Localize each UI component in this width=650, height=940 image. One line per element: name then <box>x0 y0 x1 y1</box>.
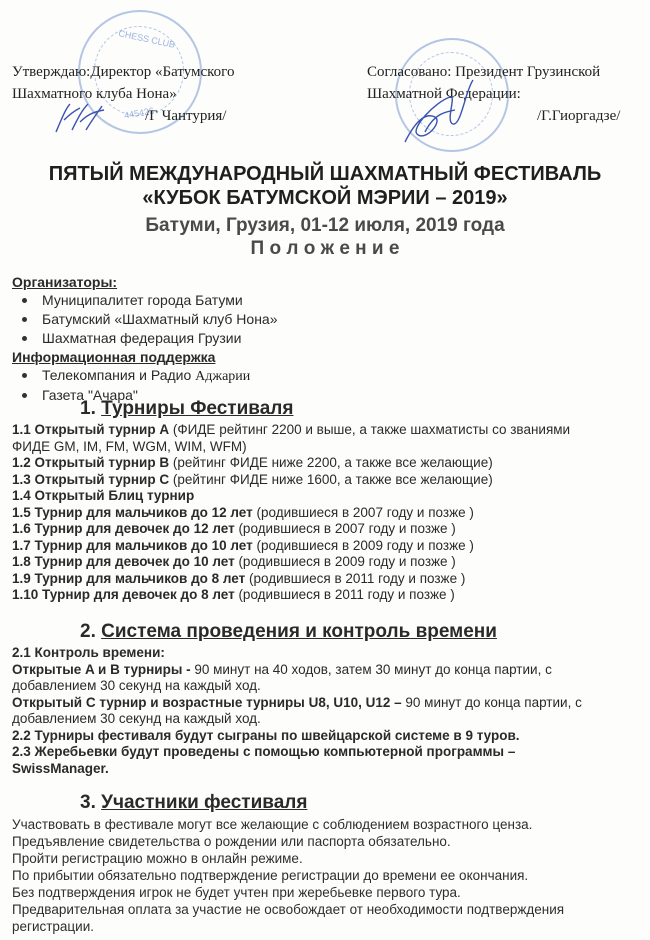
right-signature-icon <box>395 72 485 152</box>
tournament-item: 1.6 Турнир для девочек до 12 лет (родившиеся в 2007 году и позже ) <box>12 521 456 536</box>
tournament-item: 1.4 Открытый Блиц турнир <box>12 488 195 503</box>
document-title-line-1: ПЯТЫЙ МЕЖДУНАРОДНЫЙ ШАХМАТНЫЙ ФЕСТИВАЛЬ <box>48 163 602 185</box>
time-control-line: Открытый С турнир и возрастные турниры U8, U10, U12 – 90 минут до конца партии, с <box>12 694 582 710</box>
participant-rule: Предварительная оплата за участие не освобождает от необходимости подтверждения <box>12 902 565 917</box>
approval-line-1: Утверждаю:Директор «Батумского <box>12 64 235 80</box>
tournament-item: 1.3 Открытый турнир C (рейтинг ФИДЕ ниже 1600, а также все желающие) <box>12 471 493 487</box>
bullet-icon <box>22 317 27 322</box>
info-support-heading: Информационная поддержка <box>12 349 216 365</box>
section-2-heading: 2. Система проведения и контроль времени <box>80 621 497 642</box>
swiss-system-line: 2.2 Турниры фестиваля будут сыграны по швейцарской системе в 9 туров. <box>12 727 520 743</box>
tournament-item: ФИДЕ GM, IM, FM, WGM, WIM, WFM) <box>12 438 247 454</box>
organizer-item: Батумский «Шахматный клуб Нона» <box>12 310 278 329</box>
agreement-line-1: Согласовано: Президент Грузинской <box>367 64 601 80</box>
organizers-heading: Организаторы: <box>12 274 118 290</box>
bullet-icon <box>22 373 27 378</box>
tournament-item: 1.8 Турнир для девочек до 10 лет (родившиеся в 2009 году и позже ) <box>12 554 456 569</box>
time-control-line: 2.1 Контроль времени: <box>12 645 165 660</box>
participant-rule: Участвовать в фестивале могут все желающие с соблюдением возрастного ценза. <box>12 817 533 832</box>
time-control-line: добавлением 30 секунд на каждый ход. <box>12 711 261 726</box>
section-3-heading: 3. Участники фестиваля <box>80 792 308 813</box>
participant-rule: Предъявление свидетельства о рождении или паспорта обязательно. <box>12 834 451 849</box>
bullet-icon <box>22 336 27 341</box>
organizer-item: Муниципалитет города Батуми <box>12 291 278 310</box>
info-support-item: Телекомпания и Радио Аджарии <box>12 366 278 386</box>
time-control-line: Открытые A и B турниры - 90 минут на 40 ходов, затем 30 минут до конца партии, с <box>12 661 552 677</box>
document-subtitle-location: Батуми, Грузия, 01-12 июля, 2019 года <box>145 215 505 236</box>
organizers-list <box>12 291 278 348</box>
left-stamp-text: CHESS CLUB <box>117 28 176 50</box>
tournament-item: 1.2 Открытый турнир B (рейтинг ФИДЕ ниже 2200, а также все желающие) <box>12 455 493 470</box>
left-stamp-number: 445426 <box>123 105 155 121</box>
tournament-item: 1.9 Турнир для мальчиков до 8 лет (родившиеся в 2011 году и позже ) <box>12 570 466 586</box>
tournament-item: 1.10 Турнир для девочек до 8 лет (родившиеся в 2011 году и позже ) <box>12 587 455 602</box>
pairing-line: SwissManager. <box>12 760 109 776</box>
participant-rule: регистрации. <box>12 919 94 934</box>
approval-line-2: Шахматного клуба Нона» <box>12 86 177 102</box>
tournament-item: 1.1 Открытый турнир A (ФИДЕ рейтинг 2200 и выше, а также шахматисты со званиями <box>12 422 571 437</box>
section-3-body <box>12 816 564 935</box>
bullet-icon <box>22 393 27 398</box>
section-1-body <box>12 422 570 604</box>
info-support-item: Газета "Ачара" <box>12 386 278 405</box>
tournament-item: 1.5 Турнир для мальчиков до 12 лет (родившиеся в 2007 году и позже ) <box>12 504 474 520</box>
agreement-signature-name: /Г.Гиоргадзе/ <box>537 108 621 124</box>
section-1-heading: 1. Турниры Фестиваля <box>80 398 294 419</box>
participant-rule: Без подтверждения игрок не будет учтен при жеребьевке первого тура. <box>12 885 461 900</box>
participant-rule: По прибытии обязательно подтверждение регистрации до времени ее окончания. <box>12 868 529 883</box>
section-2-body <box>12 645 582 777</box>
pairing-line: 2.3 Жеребьевки будут проведены с помощью компьютерной программы – <box>12 744 516 759</box>
organizers-section <box>12 273 278 405</box>
agreement-line-2: Шахматной Федерации: <box>367 86 521 102</box>
bullet-icon <box>22 298 27 303</box>
time-control-line: добавлением 30 секунд на каждый ход. <box>12 678 261 693</box>
left-signature-icon <box>52 100 112 136</box>
participant-rule: Пройти регистрацию можно в онлайн режиме. <box>12 851 303 866</box>
tournament-item: 1.7 Турнир для мальчиков до 10 лет (родившиеся в 2009 году и позже ) <box>12 537 474 553</box>
document-title-line-2: «КУБОК БАТУМСКОЙ МЭРИИ – 2019» <box>142 187 508 209</box>
document-subtitle-regulation: П о л о ж е н и е <box>250 238 400 259</box>
approval-signature-name: /Г Чантурия/ <box>145 108 227 124</box>
organizer-item: Шахматная федерация Грузии <box>12 329 278 348</box>
